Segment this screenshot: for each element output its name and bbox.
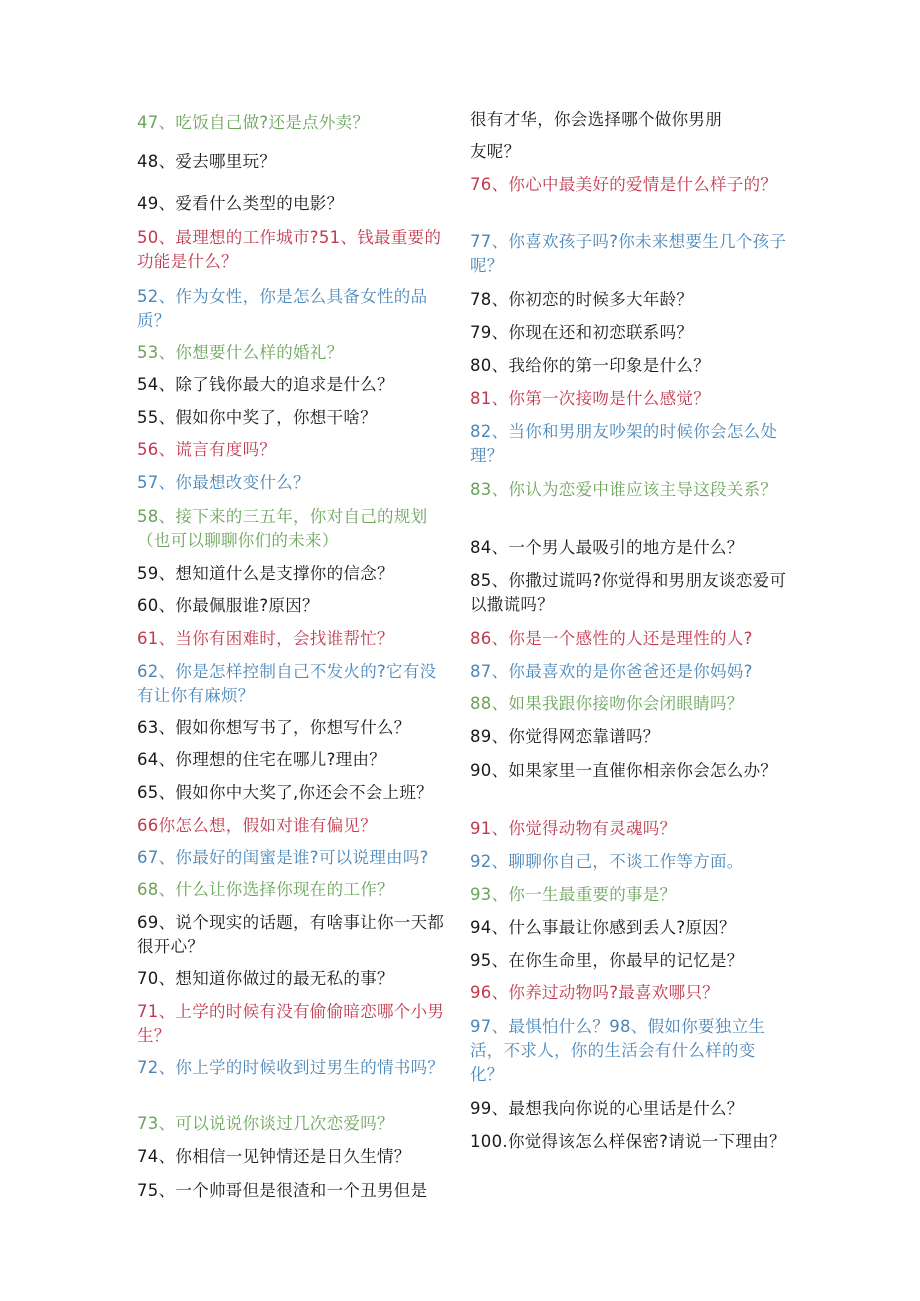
question-69: 69、说个现实的话题，有啥事让你一天都很开心？: [137, 913, 445, 956]
question-75: 75、一个帅哥但是很渣和一个丑男但是: [137, 1181, 428, 1200]
question-52: 52、作为女性，你是怎么具备女性的品质？: [137, 287, 428, 330]
question-83: 83、你认为恋爱中谁应该主导这段关系？: [470, 480, 778, 499]
question-62: 62、你是怎样控制自己不发火的?它有没有让你有麻烦？: [137, 662, 437, 705]
question-56: 56、谎言有度吗？: [137, 440, 277, 459]
question-88: 88、如果我跟你接吻你会闭眼睛吗？: [470, 694, 744, 713]
question-91: 91、你觉得动物有灵魂吗？: [470, 819, 677, 838]
question-72: 72、你上学的时候收到过男生的情书吗？: [137, 1058, 445, 1077]
question-70: 70、想知道你做过的最无私的事？: [137, 969, 394, 988]
question-54: 54、除了钱你最大的追求是什么？: [137, 375, 394, 394]
question-59: 59、想知道什么是支撑你的信念？: [137, 564, 394, 583]
question-57: 57、你最想改变什么？: [137, 473, 310, 492]
question-97-98: 97、最惧怕什么？98、假如你要独立生活，不求人，你的生活会有什么样的变化？: [470, 1017, 766, 1084]
question-53: 53、你想要什么样的婚礼？: [137, 343, 344, 362]
question-95: 95、在你生命里，你最早的记忆是？: [470, 951, 744, 970]
question-68: 68、什么让你选择你现在的工作？: [137, 880, 394, 899]
question-96: 96、你养过动物吗?最喜欢哪只？: [470, 983, 720, 1002]
question-82: 82、当你和男朋友吵架的时候你会怎么处理？: [470, 422, 778, 465]
question-84: 84、一个男人最吸引的地方是什么？: [470, 538, 744, 557]
question-75-continued-end: 友呢？: [470, 142, 521, 161]
question-63: 63、假如你想写书了，你想写什么？: [137, 718, 411, 737]
question-74: 74、你相信一见钟情还是日久生情？: [137, 1147, 411, 1166]
question-94: 94、什么事最让你感到丢人?原因？: [470, 918, 736, 937]
question-49: 49、爱看什么类型的电影？: [137, 194, 344, 213]
question-61: 61、当你有困难时，会找谁帮忙？: [137, 629, 394, 648]
question-85: 85、你撒过谎吗?你觉得和男朋友谈恋爱可以撒谎吗？: [470, 571, 787, 614]
question-100: 100.你觉得该怎么样保密?请说一下理由？: [470, 1132, 786, 1151]
question-50-51: 50、最理想的工作城市?51、钱最重要的功能是什么？: [137, 228, 442, 271]
question-87: 87、你最喜欢的是你爸爸还是你妈妈?: [470, 662, 753, 681]
question-77: 77、你喜欢孩子吗?你未来想要生几个孩子呢？: [470, 232, 787, 275]
question-86: 86、你是一个感性的人还是理性的人?: [470, 629, 753, 648]
question-67: 67、你最好的闺蜜是谁?可以说理由吗?: [137, 848, 429, 867]
question-47: 47、吃饭自己做?还是点外卖？: [137, 113, 370, 132]
question-79: 79、你现在还和初恋联系吗？: [470, 323, 694, 342]
question-81: 81、你第一次接吻是什么感觉？: [470, 389, 710, 408]
question-92: 92、聊聊你自己，不谈工作等方面。: [470, 852, 744, 871]
question-73: 73、可以说说你谈过几次恋爱吗？: [137, 1114, 394, 1133]
question-71: 71、上学的时候有没有偷偷暗恋哪个小男生？: [137, 1002, 445, 1045]
question-89: 89、你觉得网恋靠谱吗？: [470, 727, 660, 746]
question-80: 80、我给你的第一印象是什么？: [470, 356, 710, 375]
question-75-continued: 很有才华，你会选择哪个做你男朋: [470, 110, 722, 129]
question-65: 65、假如你中大奖了,你还会不会上班？: [137, 783, 433, 802]
question-99: 99、最想我向你说的心里话是什么？: [470, 1099, 744, 1118]
question-78: 78、你初恋的时候多大年龄？: [470, 290, 694, 309]
question-55: 55、假如你中奖了，你想干啥？: [137, 408, 377, 427]
question-58: 58、接下来的三五年，你对自己的规划（也可以聊聊你们的未来）: [137, 507, 428, 550]
question-60: 60、你最佩服谁?原因？: [137, 596, 319, 615]
question-48: 48、爱去哪里玩？: [137, 152, 277, 171]
question-93: 93、你一生最重要的事是？: [470, 885, 677, 904]
question-90: 90、如果家里一直催你相亲你会怎么办？: [470, 761, 778, 780]
question-66: 66你怎么想，假如对谁有偏见？: [137, 816, 377, 835]
question-64: 64、你理想的住宅在哪儿?理由？: [137, 750, 387, 769]
question-76: 76、你心中最美好的爱情是什么样子的？: [470, 175, 778, 194]
